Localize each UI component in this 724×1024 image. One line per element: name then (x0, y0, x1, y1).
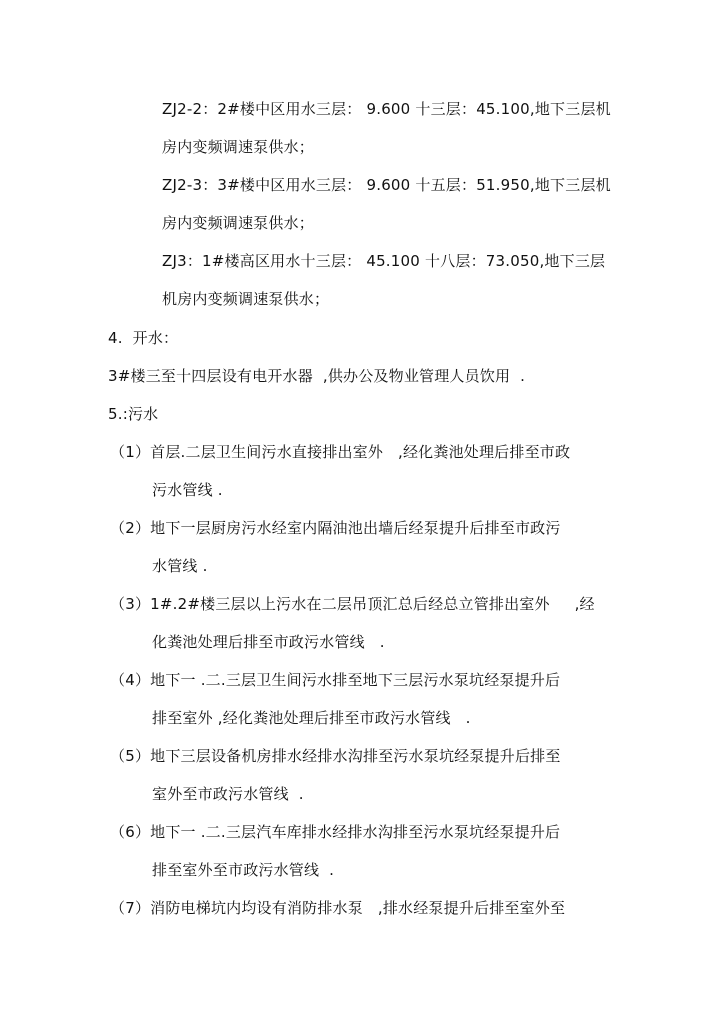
list-item: （2）地下一层厨房污水经室内隔油池出墙后经泵提升后排至市政污 (110, 519, 561, 537)
list-item: （4）地下一 .二.三层卫生间污水排至地下三层污水泵坑经泵提升后 (110, 671, 561, 689)
list-item-continuation: 室外至市政污水管线 . (152, 785, 304, 803)
list-item: （3）1#.2#楼三层以上污水在二层吊顶汇总后经总立管排出室外 ,经 (110, 595, 595, 613)
list-item: （1）首层.二层卫生间污水直接排出室外 ,经化粪池处理后排至市政 (110, 443, 571, 461)
text-line: ZJ3：1#楼高区用水十三层： 45.100 十八层：73.050,地下三层 (162, 252, 606, 270)
list-item: （7）消防电梯坑内均设有消防排水泵 ,排水经泵提升后排至室外至 (110, 899, 566, 917)
list-item-continuation: 化粪池处理后排至市政污水管线 . (152, 633, 385, 651)
text-line: ZJ2-2：2#楼中区用水三层： 9.600 十三层：45.100,地下三层机 (162, 100, 611, 118)
text-line: 3#楼三至十四层设有电开水器 ,供办公及物业管理人员饮用 . (108, 367, 526, 385)
text-line: ZJ2-3：3#楼中区用水三层： 9.600 十五层：51.950,地下三层机 (162, 176, 611, 194)
text-line: 房内变频调速泵供水； (162, 214, 315, 232)
list-item-continuation: 污水管线 . (152, 481, 223, 499)
section-heading: 5.:污水 (108, 405, 159, 423)
text-line: 房内变频调速泵供水； (162, 138, 315, 156)
list-item-continuation: 排至室外 ,经化粪池处理后排至市政污水管线 . (152, 709, 471, 727)
section-heading: 4. 开水： (108, 329, 179, 347)
list-item: （6）地下一 .二.三层汽车库排水经排水沟排至污水泵坑经泵提升后 (110, 823, 561, 841)
list-item-continuation: 排至室外至市政污水管线 . (152, 861, 335, 879)
list-item-continuation: 水管线 . (152, 557, 208, 575)
list-item: （5）地下三层设备机房排水经排水沟排至污水泵坑经泵提升后排至 (110, 747, 561, 765)
text-line: 机房内变频调速泵供水； (162, 290, 330, 308)
